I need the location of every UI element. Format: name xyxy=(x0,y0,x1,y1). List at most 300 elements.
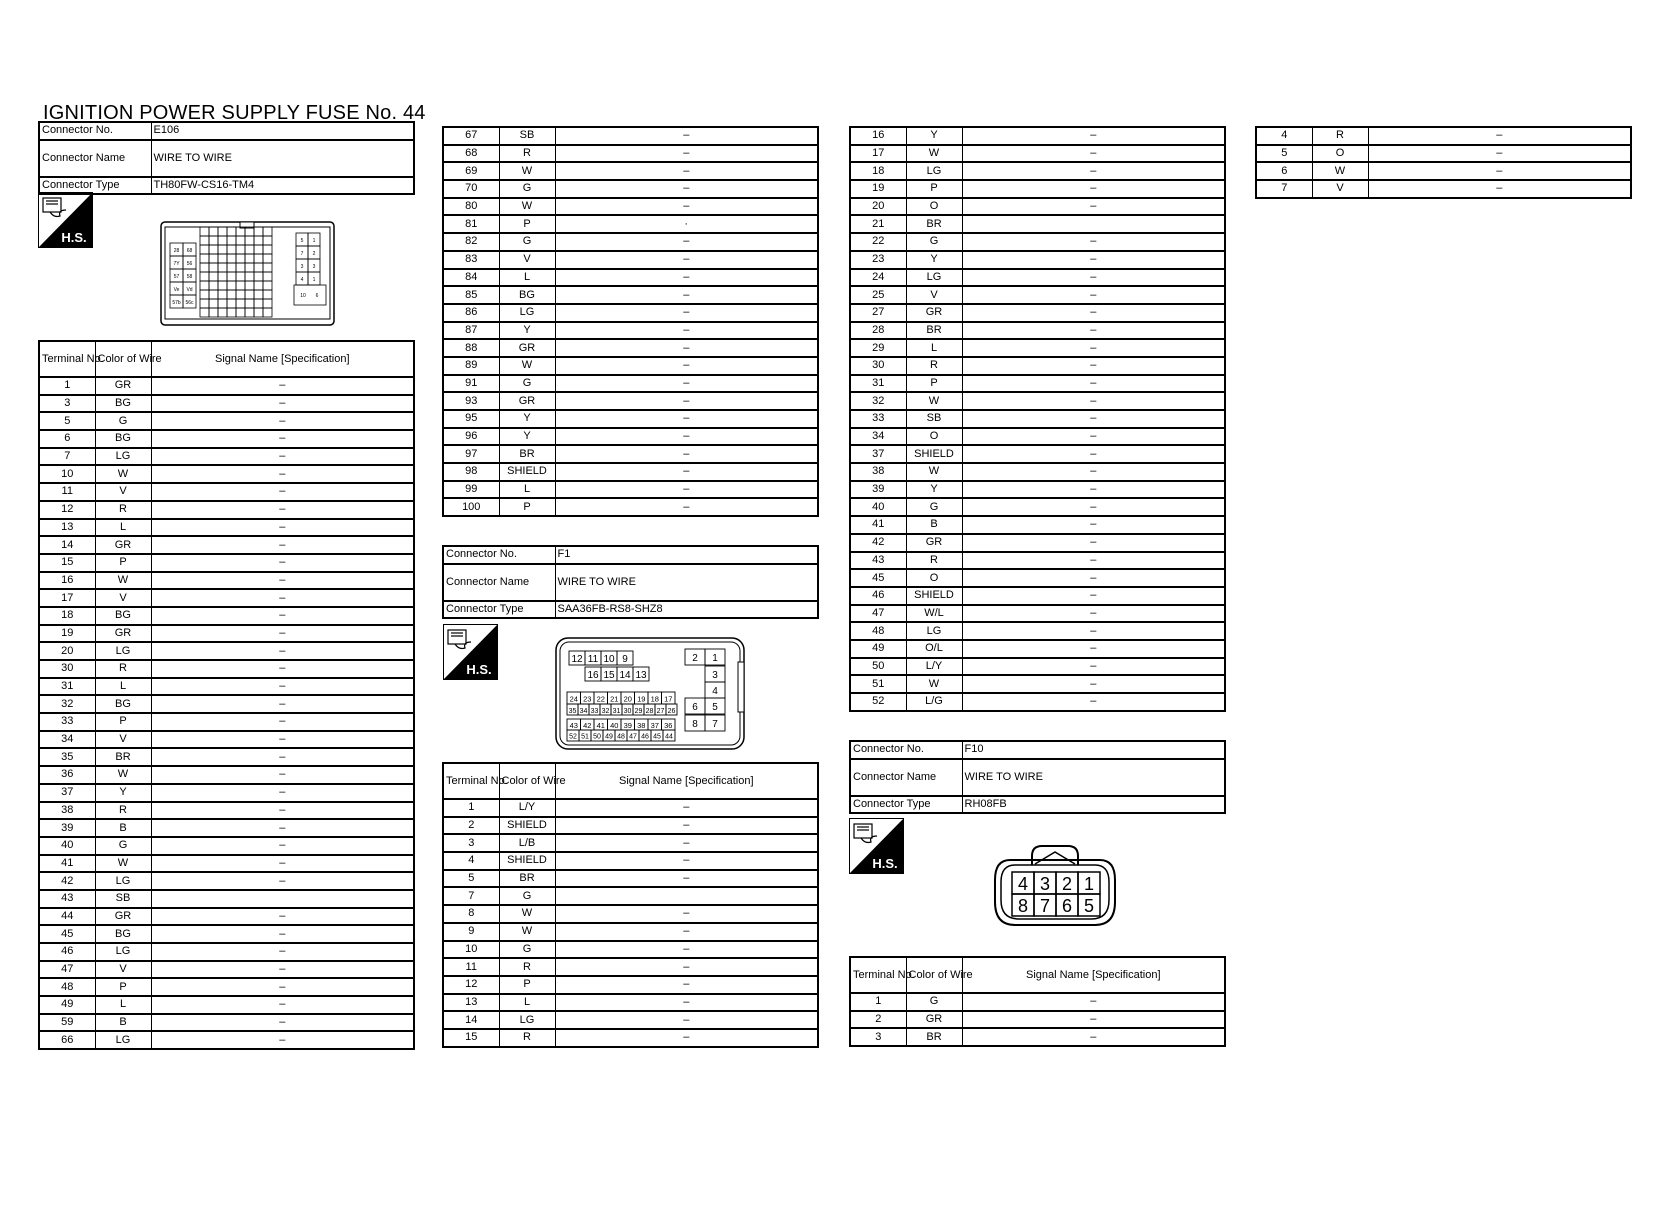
table-row xyxy=(850,463,1225,481)
wire-color-cell: W xyxy=(1312,162,1368,180)
f10-terminal-table-a xyxy=(849,956,1226,1047)
table-row xyxy=(850,605,1225,623)
pin-cell xyxy=(254,299,263,308)
pin-label: 35 xyxy=(568,708,577,715)
terminal-no-cell: 51 xyxy=(850,675,906,693)
wire-color-cell: SHIELD xyxy=(499,817,555,835)
signal-name-cell: – xyxy=(555,852,818,870)
signal-name-cell: – xyxy=(151,395,414,413)
terminal-no-cell: 89 xyxy=(443,357,499,375)
signal-name-cell: – xyxy=(151,731,414,749)
pin-label: 10 xyxy=(300,293,306,299)
pin-label: 31 xyxy=(612,708,621,715)
signal-name-cell: – xyxy=(151,837,414,855)
terminal-no-cell: 18 xyxy=(850,162,906,180)
col-color-of-wire: Color of Wire xyxy=(95,341,151,377)
pin-label: 46 xyxy=(641,733,649,741)
table-row xyxy=(39,412,414,430)
wire-color-cell: LG xyxy=(95,943,151,961)
signal-name-cell: – xyxy=(151,748,414,766)
pin-cell xyxy=(254,227,263,236)
table-row xyxy=(850,516,1225,534)
wire-color-cell: LG xyxy=(95,1031,151,1049)
terminal-no-cell: 45 xyxy=(850,569,906,587)
table-row xyxy=(39,430,414,448)
table-row xyxy=(850,993,1225,1011)
pin-cell xyxy=(218,254,227,263)
table-row xyxy=(443,127,818,145)
signal-name-cell: – xyxy=(151,802,414,820)
pin-label: 5 xyxy=(1083,896,1095,916)
terminal-no-cell: 37 xyxy=(850,445,906,463)
table-row xyxy=(443,463,818,481)
table-row xyxy=(443,498,818,516)
pin-cell xyxy=(254,245,263,254)
pin-cell xyxy=(227,299,236,308)
signal-name-cell: – xyxy=(151,943,414,961)
wire-color-cell: W xyxy=(906,675,962,693)
wire-color-cell: W xyxy=(499,162,555,180)
pin-cell xyxy=(218,299,227,308)
pin-label: 40 xyxy=(610,721,619,730)
signal-name-cell: – xyxy=(555,817,818,835)
wire-color-cell: V xyxy=(95,961,151,979)
terminal-no-cell: 27 xyxy=(850,304,906,322)
table-row xyxy=(443,887,818,905)
pin-label: 21 xyxy=(610,694,619,704)
pin-cell xyxy=(200,245,209,254)
table-row xyxy=(850,198,1225,216)
wire-color-cell: O xyxy=(1312,145,1368,163)
pin-cell xyxy=(254,308,263,317)
pin-label: 27 xyxy=(656,708,665,715)
pin-cell xyxy=(218,245,227,254)
wire-color-cell: W xyxy=(499,198,555,216)
pin-cell xyxy=(227,245,236,254)
table-row xyxy=(850,1011,1225,1029)
table-row xyxy=(443,994,818,1012)
connector-f1-header xyxy=(442,545,819,619)
signal-name-cell: – xyxy=(962,675,1225,693)
terminal-no-cell: 16 xyxy=(850,127,906,145)
wire-color-cell: G xyxy=(95,837,151,855)
pin-label: 57b xyxy=(172,300,181,306)
pin-cell xyxy=(245,245,254,254)
signal-name-cell: – xyxy=(555,233,818,251)
wire-color-cell: BG xyxy=(499,286,555,304)
signal-name-cell: – xyxy=(555,162,818,180)
signal-name-cell: – xyxy=(151,855,414,873)
signal-name-cell: – xyxy=(962,463,1225,481)
signal-name-cell: – xyxy=(962,534,1225,552)
wire-color-cell: V xyxy=(95,589,151,607)
pin-label: 4 xyxy=(712,686,718,697)
wire-color-cell: W xyxy=(906,145,962,163)
signal-name-cell: – xyxy=(555,410,818,428)
wire-color-cell: W xyxy=(499,357,555,375)
table-row xyxy=(443,198,818,216)
wire-color-cell: R xyxy=(95,501,151,519)
table-row xyxy=(443,445,818,463)
col-color-of-wire: Color of Wire xyxy=(499,763,555,799)
table-row xyxy=(443,905,818,923)
signal-name-cell: – xyxy=(151,678,414,696)
wire-color-cell: SHIELD xyxy=(499,463,555,481)
pin-label: Ve xyxy=(173,287,180,293)
terminal-no-cell: 39 xyxy=(850,481,906,499)
pin-label: 8 xyxy=(692,719,698,730)
signal-name-cell: – xyxy=(151,536,414,554)
pin-label: Vd xyxy=(186,287,193,293)
signal-name-cell: – xyxy=(555,428,818,446)
table-row xyxy=(39,395,414,413)
terminal-no-cell: 28 xyxy=(850,322,906,340)
terminal-no-cell: 17 xyxy=(850,145,906,163)
table-row xyxy=(443,1011,818,1029)
terminal-no-cell: 16 xyxy=(39,572,95,590)
table-row xyxy=(443,251,818,269)
wire-color-cell: LG xyxy=(499,304,555,322)
signal-name-cell: – xyxy=(555,198,818,216)
table-row xyxy=(39,589,414,607)
terminal-no-cell: 18 xyxy=(39,607,95,625)
pin-cell xyxy=(254,272,263,281)
wire-color-cell: G xyxy=(499,180,555,198)
pin-cell xyxy=(209,227,218,236)
signal-name-cell: – xyxy=(962,127,1225,145)
table-row xyxy=(850,428,1225,446)
pin-cell xyxy=(200,290,209,299)
terminal-no-cell: 17 xyxy=(39,589,95,607)
pin-cell xyxy=(200,281,209,290)
signal-name-cell: – xyxy=(151,713,414,731)
table-row xyxy=(443,976,818,994)
wire-color-cell: G xyxy=(499,941,555,959)
table-row xyxy=(850,375,1225,393)
table-row xyxy=(850,640,1225,658)
terminal-no-cell: 23 xyxy=(850,251,906,269)
table-row xyxy=(850,286,1225,304)
pin-label: 24 xyxy=(569,694,578,704)
signal-name-cell: – xyxy=(555,994,818,1012)
signal-name-cell: – xyxy=(555,180,818,198)
pin-label: 51 xyxy=(581,733,589,741)
terminal-no-cell: 31 xyxy=(850,375,906,393)
table-row xyxy=(443,410,818,428)
signal-name-cell: – xyxy=(962,286,1225,304)
signal-name-cell: – xyxy=(962,658,1225,676)
terminal-no-cell: 81 xyxy=(443,215,499,233)
wire-color-cell: W xyxy=(906,392,962,410)
pin-cell xyxy=(209,245,218,254)
wire-color-cell: GR xyxy=(95,377,151,395)
terminal-no-cell: 98 xyxy=(443,463,499,481)
wire-color-cell: G xyxy=(499,887,555,905)
terminal-no-cell: 15 xyxy=(443,1029,499,1047)
pin-cell xyxy=(209,299,218,308)
terminal-no-cell: 87 xyxy=(443,322,499,340)
col-signal-name: Signal Name [Specification] xyxy=(151,341,414,377)
wire-color-cell: LG xyxy=(906,622,962,640)
terminal-no-cell: 88 xyxy=(443,339,499,357)
signal-name-cell: – xyxy=(555,941,818,959)
signal-name-cell: – xyxy=(555,958,818,976)
table-row xyxy=(39,501,414,519)
pin-label: 7 xyxy=(300,251,304,257)
signal-name-cell: – xyxy=(555,445,818,463)
pin-cell xyxy=(263,254,272,263)
terminal-no-cell: 2 xyxy=(850,1011,906,1029)
signal-name-cell: – xyxy=(962,269,1225,287)
col-terminal-no: Terminal No. xyxy=(39,341,95,377)
terminal-no-cell: 80 xyxy=(443,198,499,216)
table-row xyxy=(39,784,414,802)
wire-color-cell: O/L xyxy=(906,640,962,658)
col-signal-name: Signal Name [Specification] xyxy=(555,763,818,799)
signal-name-cell: – xyxy=(555,392,818,410)
terminal-no-cell: 46 xyxy=(39,943,95,961)
f1-connector-diagram xyxy=(555,637,745,750)
signal-name-cell: – xyxy=(962,410,1225,428)
wire-color-cell: Y xyxy=(906,481,962,499)
wire-color-cell: SB xyxy=(906,410,962,428)
terminal-no-cell: 30 xyxy=(850,357,906,375)
terminal-no-cell: 67 xyxy=(443,127,499,145)
table-row xyxy=(443,799,818,817)
wire-color-cell: LG xyxy=(906,269,962,287)
pin-label: 32 xyxy=(601,708,610,715)
pin-label: 45 xyxy=(653,733,661,741)
f10-connector-diagram xyxy=(990,840,1120,931)
table-row xyxy=(443,392,818,410)
pin-cell xyxy=(263,290,272,299)
pin-cell xyxy=(263,263,272,272)
pin-label: 4 xyxy=(1017,874,1029,894)
terminal-no-cell: 34 xyxy=(39,731,95,749)
signal-name-cell: – xyxy=(962,357,1225,375)
table-row xyxy=(850,587,1225,605)
table-row xyxy=(39,625,414,643)
table-row xyxy=(39,448,414,466)
wire-color-cell: P xyxy=(95,554,151,572)
pin-label: 50 xyxy=(593,733,601,741)
connector-type-value: TH80FW-CS16-TM4 xyxy=(151,177,414,195)
terminal-no-cell: 12 xyxy=(443,976,499,994)
table-row xyxy=(443,923,818,941)
terminal-no-cell: 38 xyxy=(850,463,906,481)
hs-text: H.S. xyxy=(872,856,898,871)
pin-label: 2 xyxy=(692,653,698,664)
table-row xyxy=(39,802,414,820)
terminal-no-cell: 42 xyxy=(850,534,906,552)
wire-color-cell: L/Y xyxy=(499,799,555,817)
terminal-no-cell: 1 xyxy=(850,993,906,1011)
table-row xyxy=(850,552,1225,570)
pin-label: 42 xyxy=(583,721,592,730)
pin-label: 3 xyxy=(312,264,316,270)
wire-color-cell: P xyxy=(906,180,962,198)
pin-label: 29 xyxy=(634,708,643,715)
terminal-no-cell: 99 xyxy=(443,481,499,499)
connector-name-value: WIRE TO WIRE xyxy=(962,759,1225,796)
table-row xyxy=(443,834,818,852)
signal-name-cell: – xyxy=(555,870,818,888)
terminal-no-cell: 6 xyxy=(39,430,95,448)
signal-name-cell: – xyxy=(151,961,414,979)
wire-color-cell: BG xyxy=(95,395,151,413)
pin-cell xyxy=(294,285,326,305)
wire-color-cell: B xyxy=(906,516,962,534)
terminal-no-cell: 33 xyxy=(850,410,906,428)
table-row xyxy=(850,1028,1225,1046)
pin-cell xyxy=(227,308,236,317)
pin-cell xyxy=(263,272,272,281)
terminal-no-cell: 68 xyxy=(443,145,499,163)
harness-side-icon xyxy=(443,624,498,680)
pin-cell xyxy=(218,263,227,272)
signal-name-cell: – xyxy=(962,428,1225,446)
terminal-no-cell: 14 xyxy=(443,1011,499,1029)
wire-color-cell: BG xyxy=(95,925,151,943)
wire-color-cell: L xyxy=(95,678,151,696)
table-row xyxy=(443,233,818,251)
wire-color-cell: R xyxy=(906,552,962,570)
terminal-no-cell: 86 xyxy=(443,304,499,322)
terminal-no-cell: 5 xyxy=(443,870,499,888)
col-color-of-wire: Color of Wire xyxy=(906,957,962,993)
wire-color-cell: P xyxy=(499,215,555,233)
signal-name-cell: – xyxy=(151,978,414,996)
col-signal-name: Signal Name [Specification] xyxy=(962,957,1225,993)
pin-label: 20 xyxy=(623,694,632,704)
signal-name-cell: – xyxy=(962,605,1225,623)
terminal-no-cell: 21 xyxy=(850,215,906,233)
signal-name-cell: – xyxy=(962,392,1225,410)
terminal-no-cell: 84 xyxy=(443,269,499,287)
pin-label: 15 xyxy=(603,670,615,681)
connector-type-label: Connector Type xyxy=(850,796,962,814)
table-row xyxy=(850,675,1225,693)
pin-cell xyxy=(263,299,272,308)
terminal-no-cell: 48 xyxy=(850,622,906,640)
terminal-no-cell: 97 xyxy=(443,445,499,463)
terminal-no-cell: 35 xyxy=(39,748,95,766)
terminal-no-cell: 95 xyxy=(443,410,499,428)
terminal-no-cell: 49 xyxy=(850,640,906,658)
connector-type-value: SAA36FB-RS8-SHZ8 xyxy=(555,601,818,619)
terminal-no-cell: 85 xyxy=(443,286,499,304)
wire-color-cell: BR xyxy=(906,1028,962,1046)
pin-label: 47 xyxy=(629,733,637,741)
terminal-no-cell: 47 xyxy=(39,961,95,979)
signal-name-cell: – xyxy=(151,501,414,519)
wire-color-cell: R xyxy=(499,1029,555,1047)
terminal-no-cell: 41 xyxy=(850,516,906,534)
wire-color-cell: P xyxy=(906,375,962,393)
pin-cell xyxy=(254,263,263,272)
terminal-no-cell: 29 xyxy=(850,339,906,357)
wire-color-cell: Y xyxy=(499,428,555,446)
wire-color-cell: G xyxy=(906,993,962,1011)
signal-name-cell: – xyxy=(962,445,1225,463)
wire-color-cell: GR xyxy=(906,534,962,552)
pin-cell xyxy=(236,236,245,245)
terminal-no-cell: 11 xyxy=(39,483,95,501)
table-row xyxy=(443,357,818,375)
table-row xyxy=(850,215,1225,233)
pin-cell xyxy=(200,299,209,308)
table-row xyxy=(39,1031,414,1049)
pin-label: 3 xyxy=(300,264,304,270)
pin-label: 37 xyxy=(650,721,659,730)
table-row xyxy=(39,607,414,625)
pin-cell xyxy=(254,281,263,290)
pin-cell xyxy=(236,281,245,290)
wire-color-cell: L xyxy=(95,519,151,537)
table-row xyxy=(1256,180,1631,198)
pin-cell xyxy=(218,281,227,290)
wire-color-cell: BR xyxy=(499,870,555,888)
wire-color-cell: W xyxy=(95,766,151,784)
pin-label: 7 xyxy=(1039,896,1051,916)
signal-name-cell: – xyxy=(555,923,818,941)
terminal-no-cell: 24 xyxy=(850,269,906,287)
table-row xyxy=(39,925,414,943)
pin-label: 6 xyxy=(1061,896,1073,916)
table-row xyxy=(443,304,818,322)
wire-color-cell: P xyxy=(95,713,151,731)
pin-label: 33 xyxy=(590,708,599,715)
table-row xyxy=(39,572,414,590)
signal-name-cell: – xyxy=(962,145,1225,163)
pin-label: 39 xyxy=(623,721,632,730)
pin-cell xyxy=(200,308,209,317)
wire-color-cell: P xyxy=(95,978,151,996)
wire-color-cell: Y xyxy=(906,127,962,145)
signal-name-cell: – xyxy=(151,625,414,643)
connector-no-label: Connector No. xyxy=(850,741,962,759)
signal-name-cell: – xyxy=(962,304,1225,322)
connector-no-label: Connector No. xyxy=(443,546,555,564)
terminal-no-cell: 40 xyxy=(850,498,906,516)
wire-color-cell: Y xyxy=(906,251,962,269)
col-terminal-no: Terminal No. xyxy=(443,763,499,799)
signal-name-cell: – xyxy=(555,375,818,393)
pin-label: 1 xyxy=(312,277,316,283)
connector-type-label: Connector Type xyxy=(443,601,555,619)
signal-name-cell: – xyxy=(555,1011,818,1029)
signal-name-cell: – xyxy=(1368,162,1631,180)
pin-cell xyxy=(245,308,254,317)
wire-color-cell: G xyxy=(906,498,962,516)
pin-label: 58 xyxy=(186,274,193,280)
terminal-no-cell: 12 xyxy=(39,501,95,519)
pin-label: 56c xyxy=(185,300,194,306)
pin-label: 1 xyxy=(712,653,718,664)
wire-color-cell: SHIELD xyxy=(906,445,962,463)
pin-cell xyxy=(245,254,254,263)
connector-name-value: WIRE TO WIRE xyxy=(151,140,414,177)
table-row xyxy=(443,428,818,446)
pin-label: 34 xyxy=(579,708,588,715)
wire-color-cell: L xyxy=(906,339,962,357)
terminal-no-cell: 7 xyxy=(1256,180,1312,198)
connector-type-label: Connector Type xyxy=(39,177,151,195)
terminal-no-cell: 9 xyxy=(443,923,499,941)
wire-color-cell: W xyxy=(95,572,151,590)
terminal-no-cell: 44 xyxy=(39,908,95,926)
pin-label: 44 xyxy=(665,733,673,741)
